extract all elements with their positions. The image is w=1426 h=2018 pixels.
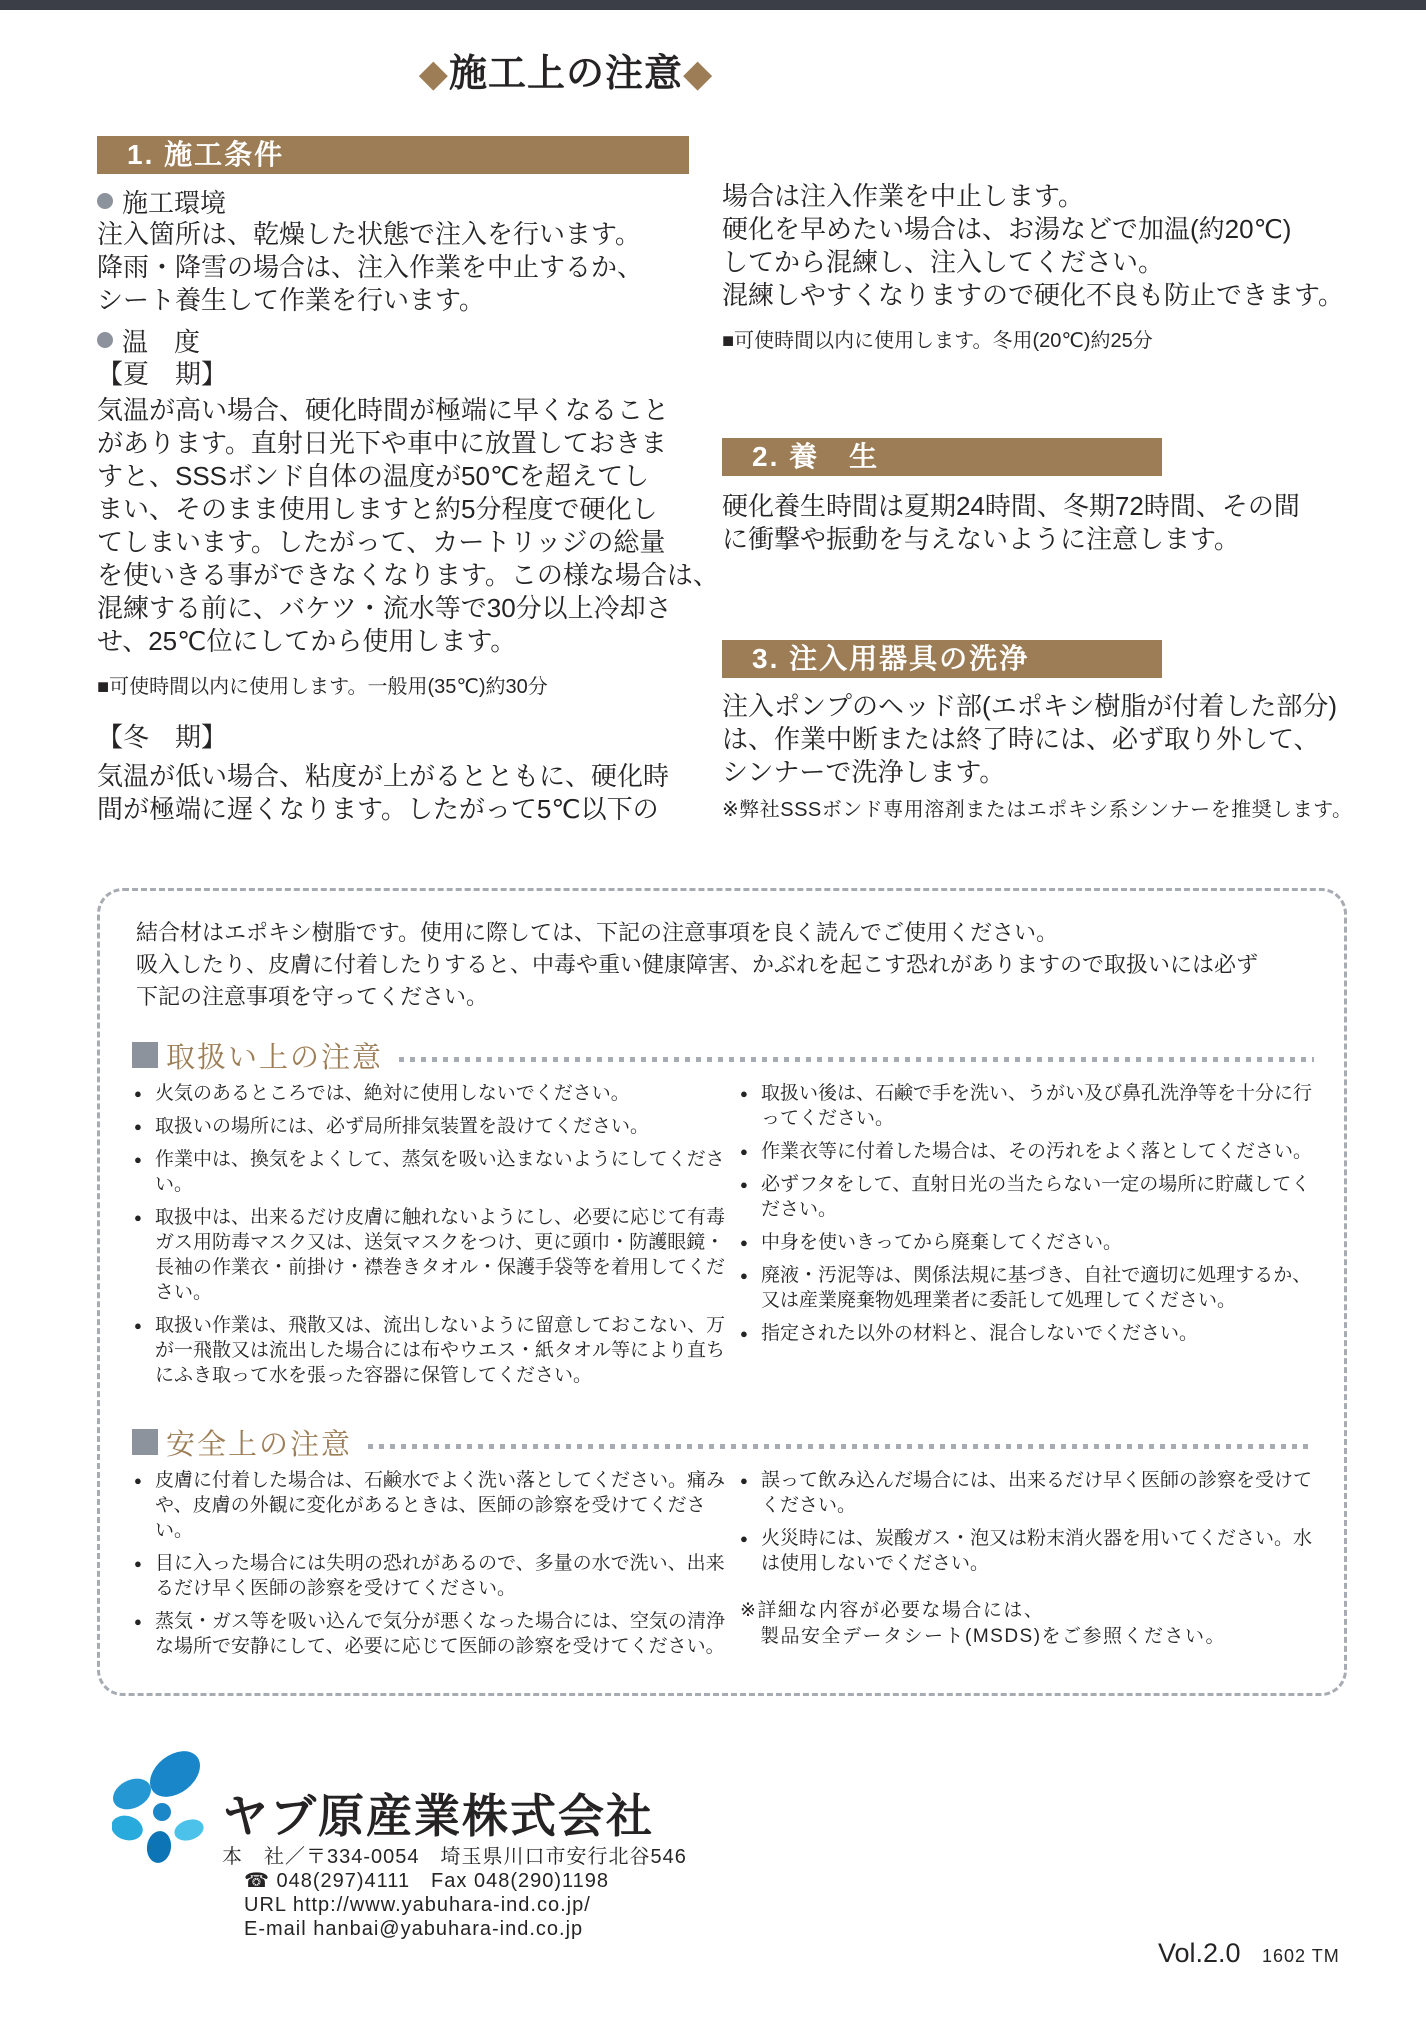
dotted-leader xyxy=(368,1444,1314,1449)
intro-line: 結合材はエポキシ樹脂です。使用に際しては、下記の注意事項を良く読んでご使用ください。 xyxy=(136,920,1059,945)
list-item: ● 蒸気・ガス等を吸い込んで気分が悪くなった場合には、空気の清浄な場所で安静にして、必要に応じて医師の診察を受けてください。 xyxy=(134,1609,740,1659)
section2-header-bar: 2. 養 生 xyxy=(722,438,1162,476)
safety-heading: 安全上の注意 xyxy=(166,1428,353,1461)
env-label: 施工環境 xyxy=(122,187,227,218)
version-label: Vol.2.0 xyxy=(1158,1938,1241,1968)
bullet-icon xyxy=(97,193,113,209)
temp-label-row xyxy=(97,325,689,355)
column-left xyxy=(97,136,719,826)
winter-label: 【冬 期】 xyxy=(97,722,228,752)
paragraph-line: 硬化を早めたい場合は、お湯などで加温(約20℃) xyxy=(722,214,1292,244)
paragraph-line: 降雨・降雪の場合は、注入作業を中止するか、 xyxy=(97,252,644,282)
handling-heading: 取扱い上の注意 xyxy=(166,1041,384,1074)
paragraph-line: 気温が低い場合、粘度が上がるとともに、硬化時 xyxy=(97,761,670,791)
square-marker-icon xyxy=(132,1429,158,1455)
list-item: ● 火気のあるところでは、絶対に使用しないでください。 xyxy=(134,1081,740,1106)
paragraph-line: 混練する前に、バケツ・流水等で30分以上冷却さ xyxy=(97,593,672,623)
caution-box xyxy=(97,888,1347,1696)
paragraph-line: すと、SSSボンド自体の温度が50℃を超えてし xyxy=(97,461,650,491)
handling-right-list xyxy=(740,1081,1326,1396)
section3-paragraph xyxy=(722,690,1346,789)
scan-edge-top-bar xyxy=(0,0,1426,10)
list-item: ● 取扱いの場所には、必ず局所排気装置を設けてください。 xyxy=(134,1114,740,1139)
winter-paragraph xyxy=(97,760,689,826)
list-item: ● 目に入った場合には失明の恐れがあるので、多量の水で洗い、出来るだけ早く医師の診察を受けてください。 xyxy=(134,1551,740,1601)
list-item: ● 誤って飲み込んだ場合には、出来るだけ早く医師の診察を受けてください。 xyxy=(740,1468,1326,1518)
paragraph-line: 気温が高い場合、硬化時間が極端に早くなること xyxy=(97,395,670,425)
summer-note: ■可使時間以内に使用します。一般用(35℃)約30分 xyxy=(97,676,548,698)
section2-paragraph xyxy=(722,490,1346,556)
msds-note-line1: ※詳細な内容が必要な場合には、 xyxy=(740,1600,1045,1621)
handling-heading-row xyxy=(132,1037,1314,1073)
address-line: 本 社／〒334-0054 埼玉県川口市安行北谷546 xyxy=(222,1846,687,1868)
temp-label: 温 度 xyxy=(122,326,201,357)
paragraph-line: シンナーで洗浄します。 xyxy=(722,757,1006,787)
intro-line: 吸入したり、皮膚に付着したりすると、中毒や重い健康障害、かぶれを起こす恐れがありますので取扱いには必ず xyxy=(136,952,1259,977)
paragraph-line: まい、そのまま使用しますと約5分程度で硬化し xyxy=(97,494,658,524)
section3-header-bar: 3. 注入用器具の洗浄 xyxy=(722,640,1162,678)
diamond-icon: ◆ xyxy=(683,53,714,95)
paragraph-line: があります。直射日光下や車中に放置しておきま xyxy=(97,428,667,458)
paragraph-line: 硬化養生時間は夏期24時間、冬期72時間、その間 xyxy=(722,491,1300,521)
intro-line: 下記の注意事項を守ってください。 xyxy=(136,984,489,1009)
page-title-text: 施工上の注意 xyxy=(448,53,683,95)
list-item: ● 中身を使いきってから廃棄してください。 xyxy=(740,1230,1326,1255)
diamond-icon: ◆ xyxy=(418,53,449,95)
phone-icon: ☎ xyxy=(244,1870,270,1892)
env-label-row xyxy=(97,186,689,216)
safety-left-list xyxy=(134,1468,740,1667)
square-marker-icon xyxy=(132,1042,158,1068)
paragraph-line: 間が極端に遅くなります。したがって5℃以下の xyxy=(97,794,659,824)
list-item: ● 作業中は、換気をよくして、蒸気を吸い込まないようにしてください。 xyxy=(134,1147,740,1197)
msds-note xyxy=(740,1598,1326,1650)
summer-label: 【夏 期】 xyxy=(97,359,228,389)
company-logo xyxy=(112,1750,212,1865)
paragraph-line: せ、25℃位にしてから使用します。 xyxy=(97,626,517,656)
paragraph-line: 注入箇所は、乾燥した状態で注入を行います。 xyxy=(97,219,641,249)
safety-heading-row xyxy=(132,1424,1314,1460)
winter-continued-paragraph xyxy=(722,180,1346,312)
summer-paragraph xyxy=(97,394,719,658)
section1-header-bar: 1. 施工条件 xyxy=(97,136,689,174)
paragraph-line: は、作業中断または終了時には、必ず取り外して、 xyxy=(722,724,1320,754)
list-item: ● 火災時には、炭酸ガス・泡又は粉末消火器を用いてください。水は使用しないでください。 xyxy=(740,1526,1326,1576)
safety-columns xyxy=(134,1468,1344,1667)
page-title xyxy=(0,42,1132,97)
company-address-block xyxy=(222,1845,687,1941)
paragraph-line: を使いきる事ができなくなります。この様な場合は、 xyxy=(97,560,719,590)
list-item: ● 取扱中は、出来るだけ皮膚に触れないようにし、必要に応じて有毒ガス用防毒マスク又は、送気マスクをつけ、更に頭巾・防護眼鏡・長袖の作業衣・前掛け・襟巻きタオル・保護手袋等を着用してください。 xyxy=(134,1205,740,1305)
paragraph-line: シート養生して作業を行います。 xyxy=(97,285,485,315)
url-line: URL http://www.yabuhara-ind.co.jp/ xyxy=(244,1894,591,1916)
list-item: ● 廃液・汚泥等は、関係法規に基づき、自社で適切に処理するか、又は産業廃棄物処理業者に委託して処理してください。 xyxy=(740,1263,1326,1313)
column-right xyxy=(722,136,1353,823)
phone-line xyxy=(222,1869,687,1893)
caution-intro xyxy=(136,917,1344,1013)
safety-right-area xyxy=(740,1468,1326,1667)
paragraph-line: 混練しやすくなりますので硬化不良も防止できます。 xyxy=(722,280,1344,310)
list-item: ● 作業衣等に付着した場合は、その汚れをよく落としてください。 xyxy=(740,1139,1326,1164)
handling-columns xyxy=(134,1081,1344,1396)
paragraph-line: 場合は注入作業を中止します。 xyxy=(722,181,1084,211)
tel-fax-text: 048(297)4111 Fax 048(290)1198 xyxy=(269,1870,610,1892)
bullet-icon xyxy=(97,332,113,348)
paragraph-line: てしまいます。したがって、カートリッジの総量 xyxy=(97,527,666,557)
paragraph-line: してから混練し、注入してください。 xyxy=(722,247,1165,277)
paragraph-line: に衝撃や振動を与えないように注意します。 xyxy=(722,524,1240,554)
print-code-label: 1602 TM xyxy=(1262,1946,1340,1966)
list-item: ● 必ずフタをして、直射日光の当たらない一定の場所に貯蔵してください。 xyxy=(740,1172,1326,1222)
env-paragraph xyxy=(97,218,689,317)
section3-note: ※弊社SSSボンド専用溶剤またはエポキシ系シンナーを推奨します。 xyxy=(722,799,1353,821)
dotted-leader xyxy=(399,1057,1314,1062)
list-item: ● 指定された以外の材料と、混合しないでください。 xyxy=(740,1321,1326,1346)
safety-right-list xyxy=(740,1468,1326,1576)
company-name: ヤブ原産業株式会社 xyxy=(222,1790,654,1842)
msds-note-line2: 製品安全データシート(MSDS)をご参照ください。 xyxy=(760,1626,1227,1647)
email-line: E-mail hanbai@yabuhara-ind.co.jp xyxy=(244,1918,584,1940)
list-item: ● 取扱い後は、石鹸で手を洗い、うがい及び鼻孔洗浄等を十分に行ってください。 xyxy=(740,1081,1326,1131)
list-item: ● 取扱い作業は、飛散又は、流出しないように留意しておこない、万が一飛散又は流出した場合には布やウエス・紙タオル等により直ちにふき取って水を張った容器に保管してください。 xyxy=(134,1313,740,1388)
list-item: ● 皮膚に付着した場合は、石鹸水でよく洗い落としてください。痛みや、皮膚の外観に変化があるときは、医師の診察を受けてください。 xyxy=(134,1468,740,1543)
handling-left-list xyxy=(134,1081,740,1396)
winter-note: ■可使時間以内に使用します。冬用(20℃)約25分 xyxy=(722,330,1153,352)
paragraph-line: 注入ポンプのヘッド部(エポキシ樹脂が付着した部分) xyxy=(722,691,1338,721)
